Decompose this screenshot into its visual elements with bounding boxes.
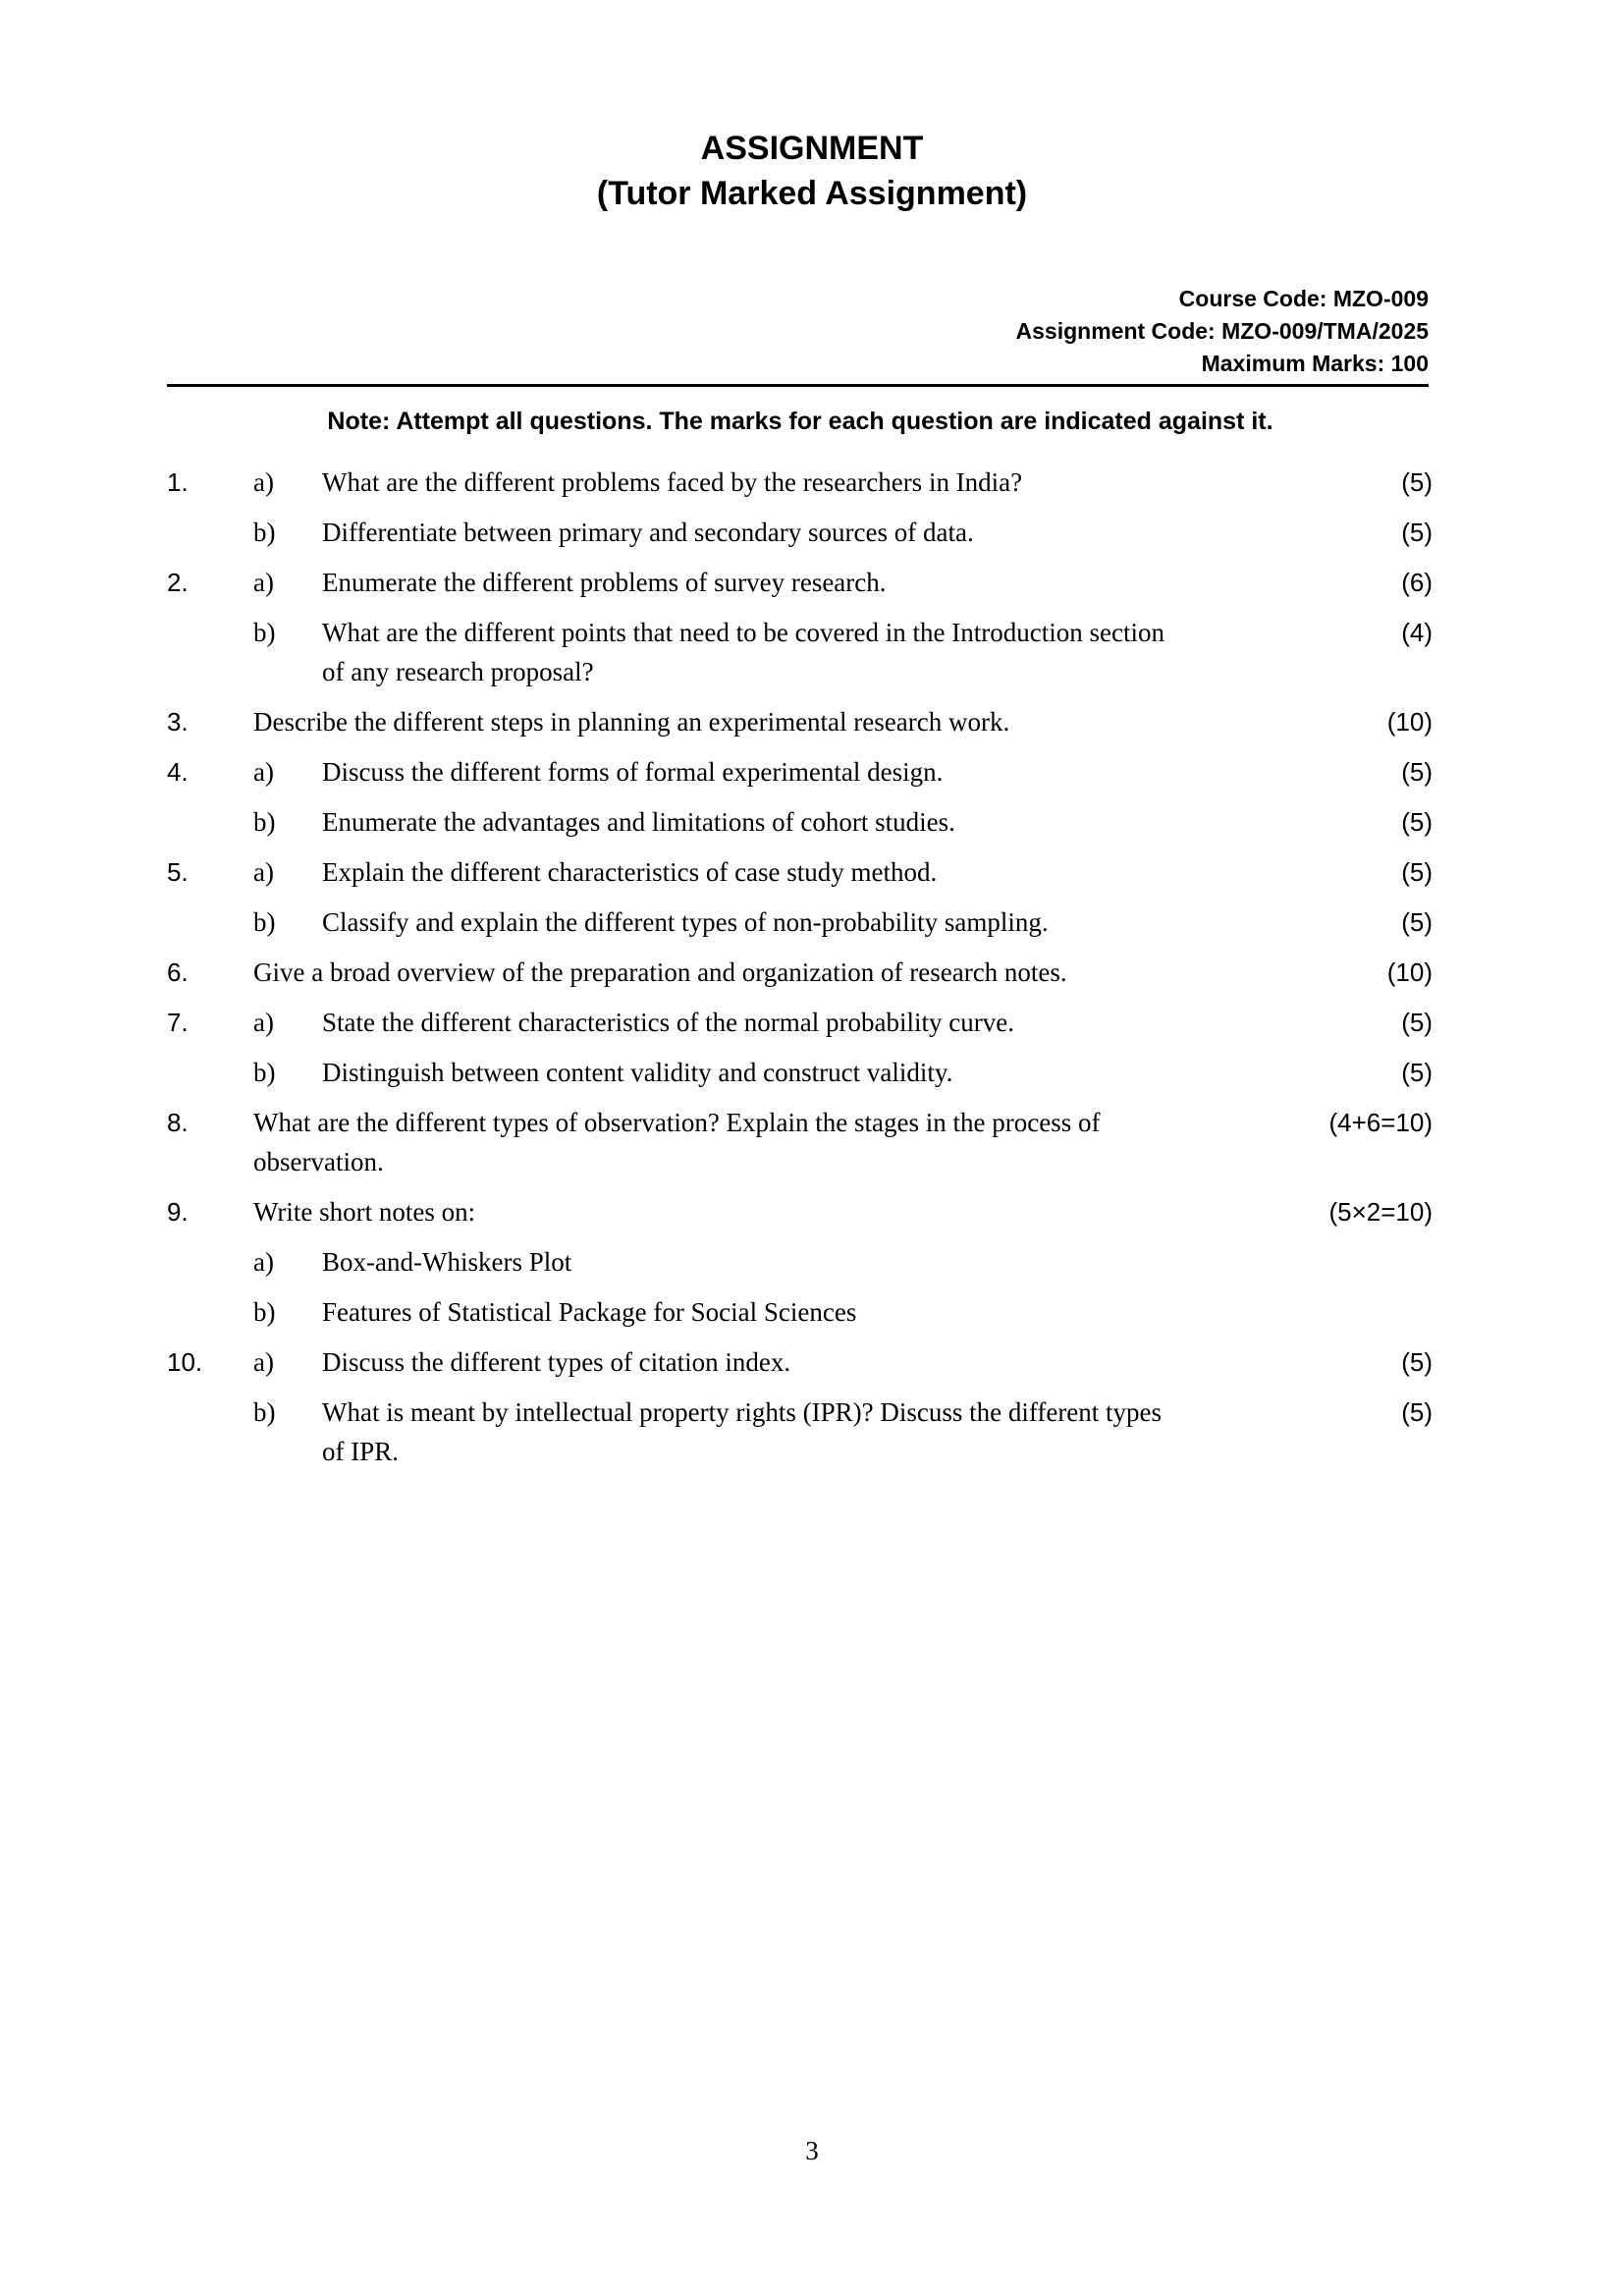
page-number: 3 xyxy=(805,2136,819,2165)
question-row xyxy=(0,1342,1624,1382)
question-row xyxy=(0,613,1624,691)
question-row xyxy=(0,852,1624,892)
question-sub-label: a) xyxy=(253,1247,274,1277)
question-text: What is meant by intellectual property rights (IPR)? Discuss the different types of IPR. xyxy=(322,1397,1163,1466)
question-number: 1. xyxy=(167,467,189,497)
assignment-code: Assignment Code: MZO-009/TMA/2025 xyxy=(1015,318,1429,344)
question-list xyxy=(0,463,1624,1482)
course-code: Course Code: MZO-009 xyxy=(1178,286,1429,311)
question-text: Differentiate between primary and secondary sources of data. xyxy=(322,518,974,547)
question-marks: (4+6=10) xyxy=(1328,1108,1433,1137)
question-marks: (5) xyxy=(1401,757,1433,787)
question-text: What are the different types of observation? Explain the stages in the process of observation. xyxy=(253,1108,1101,1176)
question-text: Enumerate the advantages and limitations of cohort studies. xyxy=(322,807,955,837)
question-row xyxy=(0,1192,1624,1231)
question-number: 4. xyxy=(167,757,189,787)
question-text: Describe the different steps in planning an experimental research work. xyxy=(253,707,1010,737)
question-row xyxy=(0,1103,1624,1181)
question-number: 7. xyxy=(167,1008,189,1037)
question-text: Features of Statistical Package for Social Sciences xyxy=(322,1297,857,1327)
header-divider xyxy=(167,384,1429,387)
question-text: Discuss the different forms of formal experimental design. xyxy=(322,757,944,787)
question-sub-label: a) xyxy=(253,1008,274,1037)
question-marks: (10) xyxy=(1386,707,1433,737)
question-sub-label: b) xyxy=(253,1397,276,1427)
question-row xyxy=(0,1003,1624,1042)
question-sub-label: a) xyxy=(253,757,274,787)
question-sub-label: b) xyxy=(253,907,276,937)
question-marks: (10) xyxy=(1386,957,1433,987)
question-text: Classify and explain the different types of non-probability sampling. xyxy=(322,907,1049,937)
question-sub-label: a) xyxy=(253,1347,274,1377)
question-number: 2. xyxy=(167,568,189,597)
title-line-primary: ASSIGNMENT xyxy=(700,130,924,167)
question-text: Explain the different characteristics of case study method. xyxy=(322,857,938,887)
question-marks: (5×2=10) xyxy=(1328,1197,1433,1227)
question-row xyxy=(0,513,1624,552)
question-sub-label: b) xyxy=(253,807,276,837)
question-number: 10. xyxy=(167,1347,203,1377)
question-text: Write short notes on: xyxy=(253,1197,476,1227)
question-marks: (6) xyxy=(1401,568,1433,597)
question-text: Box-and-Whiskers Plot xyxy=(322,1247,572,1277)
question-text: What are the different problems faced by the researchers in India? xyxy=(322,467,1023,497)
instruction-note: Note: Attempt all questions. The marks for each question are indicated against it. xyxy=(327,408,1273,435)
question-marks: (5) xyxy=(1401,857,1433,887)
document-title xyxy=(0,126,1624,216)
question-marks: (4) xyxy=(1401,618,1433,647)
question-sub-label: a) xyxy=(253,568,274,597)
question-text: Distinguish between content validity and construct validity. xyxy=(322,1058,953,1087)
question-sub-label: b) xyxy=(253,518,276,547)
question-number: 5. xyxy=(167,857,189,887)
question-number: 9. xyxy=(167,1197,189,1227)
title-line-secondary: (Tutor Marked Assignment) xyxy=(596,175,1028,212)
question-sub-label: b) xyxy=(253,1297,276,1327)
question-marks: (5) xyxy=(1401,467,1433,497)
question-text: State the different characteristics of the normal probability curve. xyxy=(322,1008,1014,1037)
question-text: Give a broad overview of the preparation and organization of research notes. xyxy=(253,957,1067,987)
question-row xyxy=(0,953,1624,992)
question-row xyxy=(0,702,1624,741)
question-row xyxy=(0,1242,1624,1282)
question-marks: (5) xyxy=(1401,1008,1433,1037)
course-meta-block xyxy=(167,283,1429,380)
question-text: Enumerate the different problems of survey research. xyxy=(322,568,887,597)
question-row xyxy=(0,1393,1624,1471)
question-text: What are the different points that need to be covered in the Introduction section of any research proposal? xyxy=(322,618,1164,686)
question-marks: (5) xyxy=(1401,1397,1433,1427)
question-row xyxy=(0,802,1624,842)
question-row xyxy=(0,463,1624,502)
question-marks: (5) xyxy=(1401,1058,1433,1087)
question-sub-label: b) xyxy=(253,618,276,647)
question-marks: (5) xyxy=(1401,807,1433,837)
question-text: Discuss the different types of citation index. xyxy=(322,1347,791,1377)
maximum-marks: Maximum Marks: 100 xyxy=(1201,351,1429,376)
question-number: 3. xyxy=(167,707,189,737)
question-number: 8. xyxy=(167,1108,189,1137)
question-marks: (5) xyxy=(1401,907,1433,937)
question-row xyxy=(0,902,1624,942)
question-row xyxy=(0,1292,1624,1332)
question-row xyxy=(0,563,1624,602)
question-sub-label: a) xyxy=(253,857,274,887)
question-number: 6. xyxy=(167,957,189,987)
question-row xyxy=(0,752,1624,792)
question-sub-label: b) xyxy=(253,1058,276,1087)
question-sub-label: a) xyxy=(253,467,274,497)
question-marks: (5) xyxy=(1401,1347,1433,1377)
question-marks: (5) xyxy=(1401,518,1433,547)
question-row xyxy=(0,1053,1624,1092)
